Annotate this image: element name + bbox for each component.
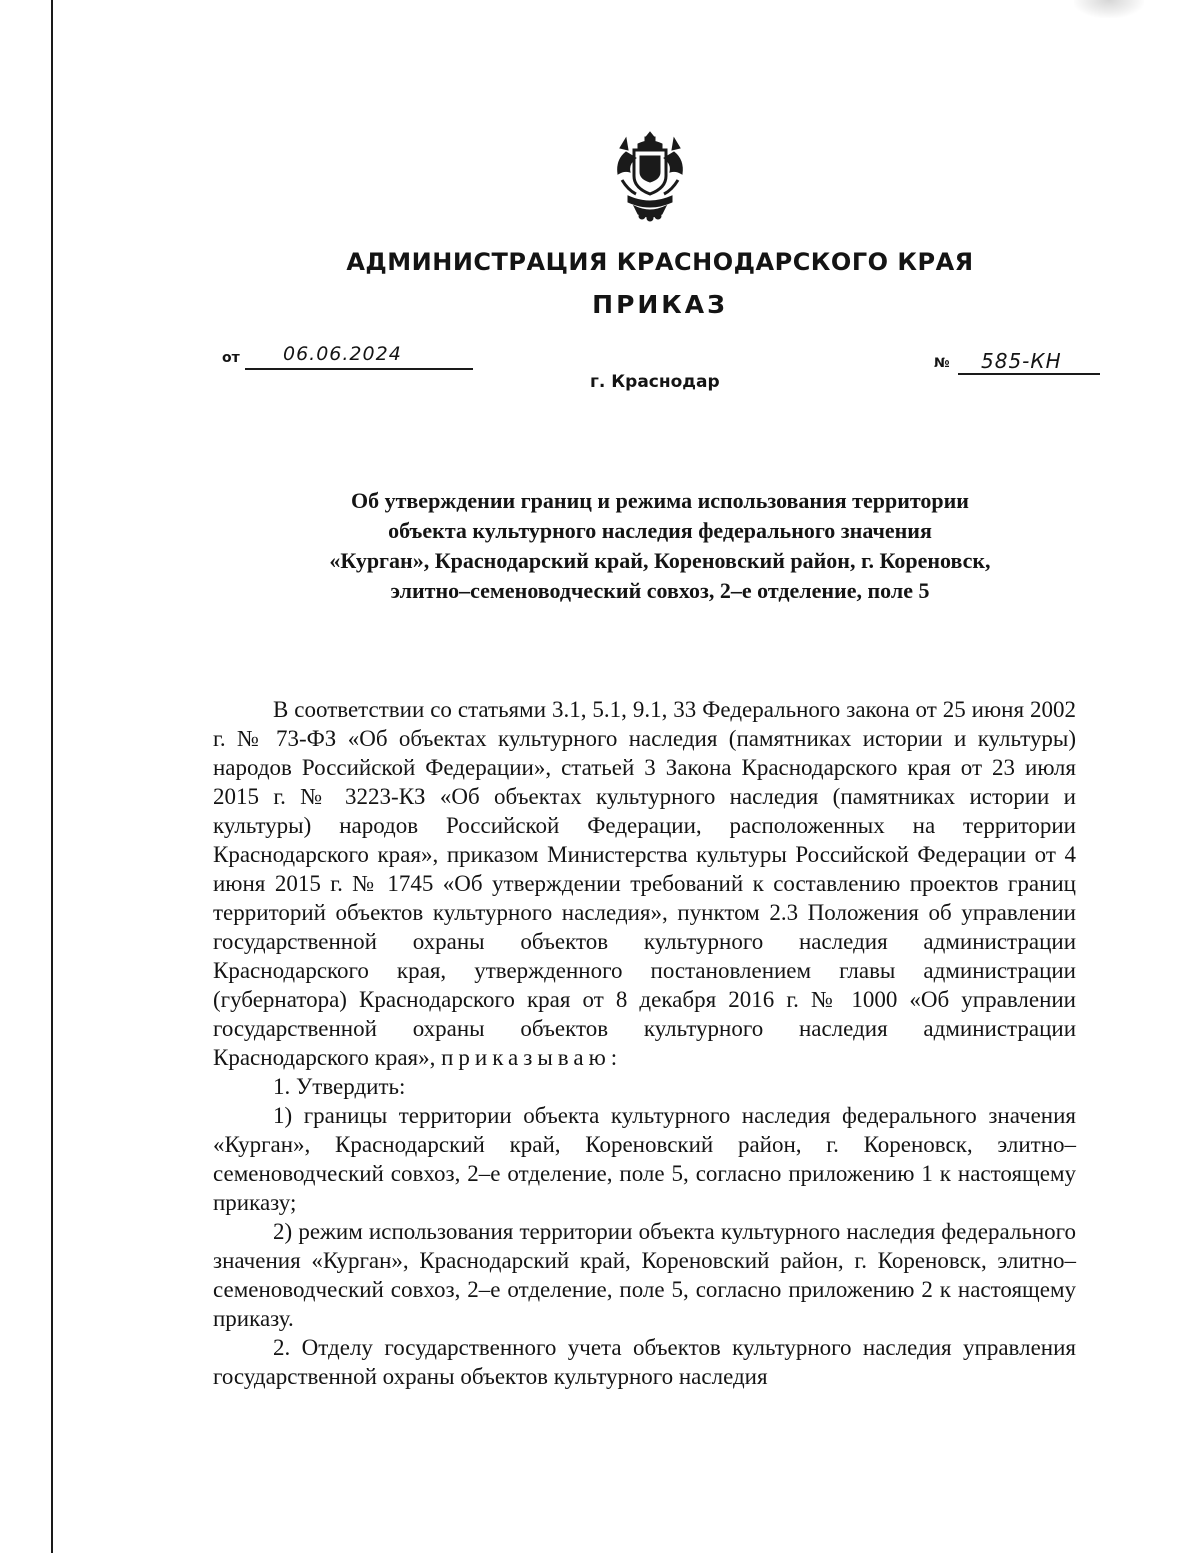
number-value: 585-КН — [981, 349, 1062, 373]
preamble-paragraph — [213, 695, 1076, 1072]
document-subject — [230, 486, 1090, 606]
scan-corner-mark — [1074, 0, 1144, 18]
item-1: 1. Утвердить: — [273, 1074, 406, 1099]
city-label: г. Краснодар — [590, 372, 720, 392]
date-value: 06.06.2024 — [283, 343, 402, 365]
date-label: от — [222, 350, 240, 366]
number-underline — [958, 373, 1100, 375]
item-2: 2. Отделу государственного учета объектов культурного наследия управления государственной охраны объектов культурного наследия — [213, 1335, 1076, 1389]
subject-line: элитно–семеноводческий совхоз, 2–е отделение, поле 5 — [390, 578, 930, 603]
item-1-1: 1) границы территории объекта культурного наследия федерального значения «Курган», Краснодарский край, Кореновский район, г. Кореновск, элитно–семеноводческий совхоз, 2–е отделение, поле 5, согласно приложению 1 к настоящему приказу; — [213, 1103, 1076, 1215]
number-label: № — [934, 356, 950, 371]
document-body — [213, 695, 1076, 1391]
document-type: ПРИКАЗ — [592, 290, 728, 319]
subject-line: объекта культурного наследия федерального значения — [388, 518, 932, 543]
scan-page-edge — [51, 0, 53, 1553]
subject-line: «Курган», Краснодарский край, Кореновский район, г. Кореновск, — [329, 548, 991, 573]
order-word: приказываю: — [441, 1045, 623, 1070]
coat-of-arms-emblem — [612, 130, 688, 222]
subject-line: Об утверждении границ и режима использования территории — [351, 488, 969, 513]
date-underline — [245, 368, 473, 370]
preamble-text: В соответствии со статьями 3.1, 5.1, 9.1, 33 Федерального закона от 25 июня 2002 г. № 73-ФЗ «Об объектах культурного наследия (памятниках истории и культуры) народов Российской Федерации», статьей 3 Закона Краснодарского края от 23 июля 2015 г. № 3223-КЗ «Об объектах культурного наследия (памятниках истории и культуры) народов Российской Федерации, расположенных на территории Краснодарского края», приказом Министерства культуры Российской Федерации от 4 июня 2015 г. № 1745 «Об утверждении требований к составлению проектов границ территорий объектов культурного наследия», пунктом 2.3 Положения об управлении государственной охраны объектов культурного наследия администрации Краснодарского края, утвержденного постановлением главы администрации (губернатора) Краснодарского края от 8 декабря 2016 г. № 1000 «Об управлении государственной охраны объектов культурного наследия администрации Краснодарского края», — [213, 697, 1076, 1070]
organization-title: АДМИНИСТРАЦИЯ КРАСНОДАРСКОГО КРАЯ — [346, 248, 974, 276]
item-1-2: 2) режим использования территории объекта культурного наследия федерального значения «Курган», Краснодарский край, Кореновский район, г. Кореновск, элитно–семеноводческий совхоз, 2–е отделение, поле 5, согласно приложению 2 к настоящему приказу. — [213, 1219, 1076, 1331]
